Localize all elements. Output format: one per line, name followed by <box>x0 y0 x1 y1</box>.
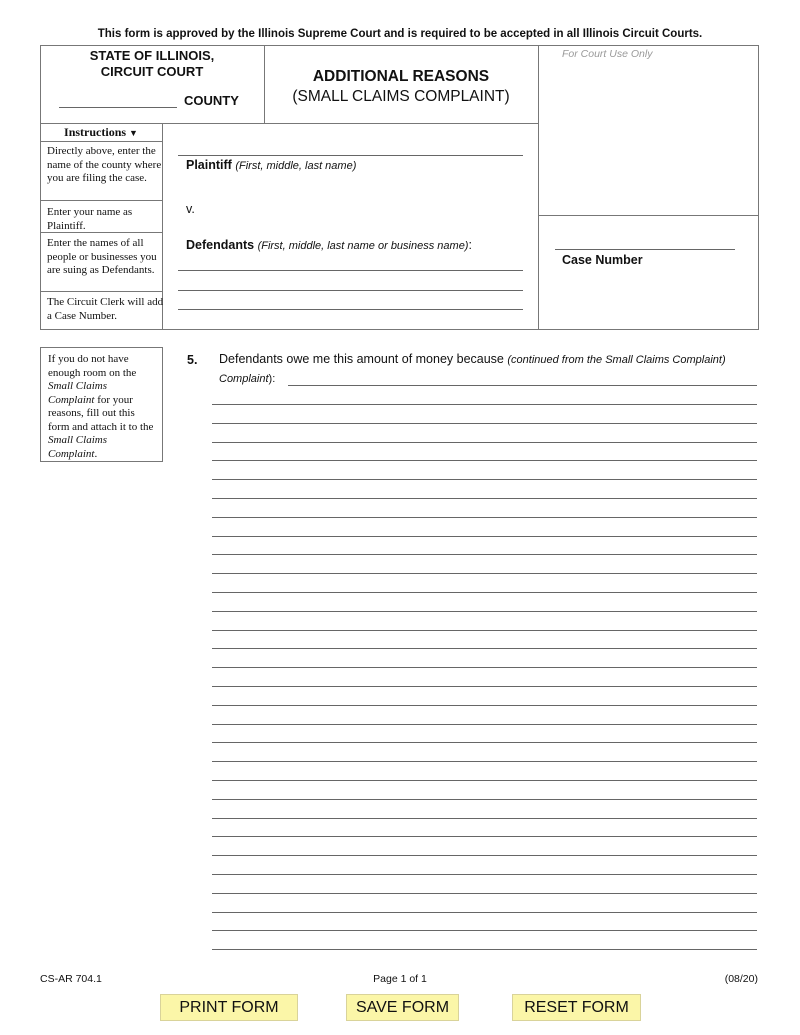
reasons-input-line[interactable] <box>212 799 757 800</box>
reasons-input-line[interactable] <box>212 930 757 931</box>
reasons-input-line[interactable] <box>212 780 757 781</box>
reasons-input-line[interactable] <box>212 423 757 424</box>
defendant-input-2[interactable] <box>178 290 523 291</box>
reasons-input-line[interactable] <box>212 611 757 612</box>
case-number-label: Case Number <box>562 253 643 267</box>
reasons-input-line[interactable] <box>212 818 757 819</box>
reasons-input-first[interactable] <box>288 385 757 386</box>
defendant-input-3[interactable] <box>178 309 523 310</box>
reasons-input-line[interactable] <box>212 686 757 687</box>
reasons-input-line[interactable] <box>212 836 757 837</box>
instructions-heading: Instructions ▼ <box>64 125 138 139</box>
item5-continuation: Complaint): <box>219 373 276 385</box>
court-use-label: For Court Use Only <box>562 48 653 60</box>
reasons-input-line[interactable] <box>212 874 757 875</box>
print-form-button[interactable]: PRINT FORM <box>160 994 298 1021</box>
caret-down-icon: ▼ <box>129 128 138 138</box>
approval-notice: This form is approved by the Illinois Supreme Court and is required to be accepted in all Illinois Circuit Courts. <box>97 28 703 40</box>
reasons-input-line[interactable] <box>212 949 757 950</box>
plaintiff-label: Plaintiff (First, middle, last name) <box>186 158 357 172</box>
reasons-input-line[interactable] <box>212 573 757 574</box>
reasons-input-line[interactable] <box>212 536 757 537</box>
instruction-plaintiff: Enter your name as Plaintiff. <box>47 206 133 232</box>
versus-label: v. <box>186 202 195 216</box>
county-label: COUNTY <box>184 93 239 108</box>
reasons-input-line[interactable] <box>212 442 757 443</box>
item-number: 5. <box>187 353 198 367</box>
reasons-input-line[interactable] <box>212 498 757 499</box>
instruction-county: Directly above, enter the name of the county where you are filing the case. <box>47 145 162 184</box>
reasons-input-line[interactable] <box>212 705 757 706</box>
reasons-input-line[interactable] <box>212 761 757 762</box>
reasons-input-line[interactable] <box>212 912 757 913</box>
court-name: STATE OF ILLINOIS, CIRCUIT COURT <box>89 48 215 79</box>
reasons-input-line[interactable] <box>212 667 757 668</box>
reasons-input-line[interactable] <box>212 648 757 649</box>
reasons-input-line[interactable] <box>212 855 757 856</box>
plaintiff-input[interactable] <box>178 155 523 156</box>
defendants-label: Defendants (First, middle, last name or business name): <box>186 238 472 252</box>
reasons-input-line[interactable] <box>212 404 757 405</box>
reasons-input-line[interactable] <box>212 517 757 518</box>
county-input[interactable] <box>59 107 177 108</box>
side-note: If you do not have enough room on the Small Claims Complaint for your reasons, fill out this form and attach it to the Small Claims Complaint. <box>40 347 163 462</box>
reasons-input-line[interactable] <box>212 893 757 894</box>
reasons-input-line[interactable] <box>212 724 757 725</box>
instruction-case-number: The Circuit Clerk will add a Case Number. <box>47 296 164 322</box>
defendant-input-1[interactable] <box>178 270 523 271</box>
instruction-defendants: Enter the names of all people or businesses you are suing as Defendants. <box>47 237 157 276</box>
reasons-input-line[interactable] <box>212 630 757 631</box>
reasons-input-line[interactable] <box>212 554 757 555</box>
form-id: CS-AR 704.1 <box>40 973 102 985</box>
case-number-input[interactable] <box>555 249 735 250</box>
reset-form-button[interactable]: RESET FORM <box>512 994 641 1021</box>
revision-date: (08/20) <box>724 973 758 985</box>
item5-text: Defendants owe me this amount of money because (continued from the Small Claims Complaint) <box>219 352 726 366</box>
page-number: Page 1 of 1 <box>373 973 427 985</box>
reasons-input-line[interactable] <box>212 479 757 480</box>
save-form-button[interactable]: SAVE FORM <box>346 994 459 1021</box>
reasons-input-line[interactable] <box>212 592 757 593</box>
reasons-input-line[interactable] <box>212 742 757 743</box>
form-title: ADDITIONAL REASONS (SMALL CLAIMS COMPLAINT) <box>292 68 510 105</box>
reasons-input-line[interactable] <box>212 460 757 461</box>
